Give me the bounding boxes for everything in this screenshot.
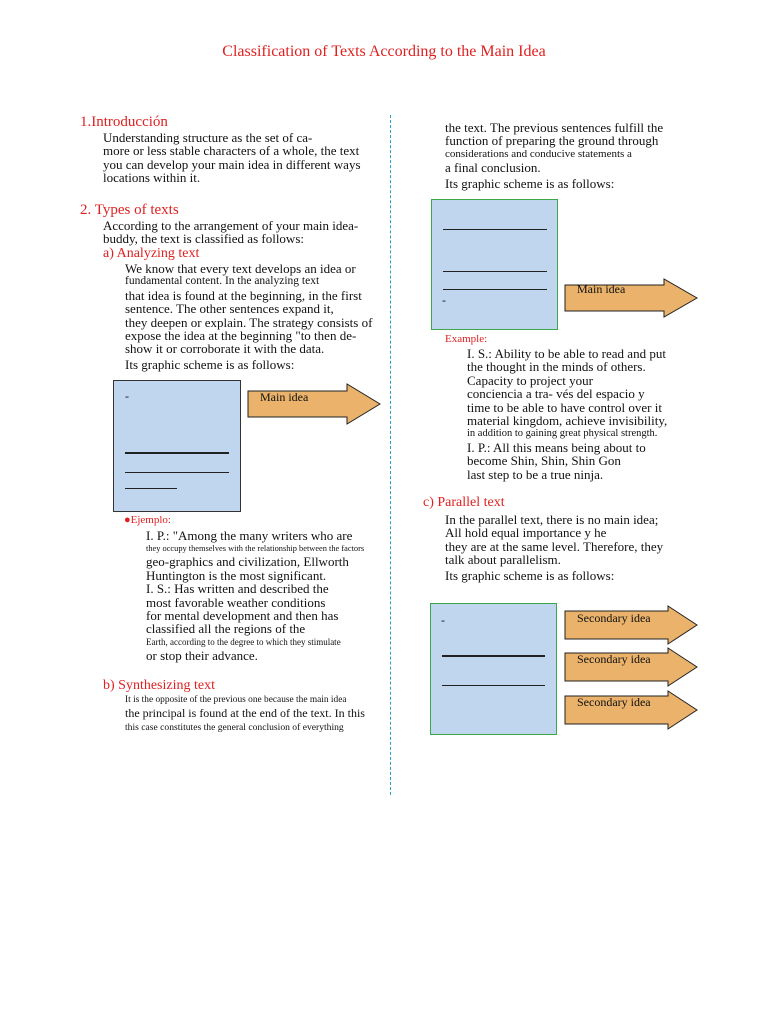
box-line	[443, 229, 547, 230]
synthesizing-scheme-caption: Its graphic scheme is as follows:	[445, 176, 615, 191]
text-line: the thought in the minds of others.	[467, 359, 646, 375]
parallel-heading: c) Parallel text	[423, 495, 505, 510]
synthesizing-example	[467, 347, 707, 481]
synthesizing-scheme-box	[431, 199, 558, 330]
section1-paragraph	[103, 131, 391, 185]
box-dash: -	[441, 613, 445, 627]
text-line: the text. The previous sentences fulfill the	[445, 120, 664, 135]
text-line: function of preparing the ground through	[445, 133, 659, 149]
text-line: talk about parallelism.	[445, 552, 561, 568]
secondary-idea-arrow	[564, 690, 698, 730]
analyzing-heading: a) Analyzing text	[103, 246, 200, 261]
parallel-paragraph	[445, 513, 700, 567]
text-line: most favorable weather conditions	[146, 594, 326, 610]
synthesizing-continued	[445, 121, 700, 175]
text-line: become Shin, Shin, Shin Gon	[467, 453, 621, 469]
analyzing-scheme-caption: Its graphic scheme is as follows:	[125, 357, 295, 372]
text-line: According to the arrangement of your main idea-	[103, 218, 359, 233]
arrow-label: Secondary idea	[577, 611, 651, 625]
text-line: In the parallel text, there is no main idea;	[445, 512, 659, 527]
text-line: Understanding structure as the set of ca-	[103, 130, 313, 145]
text-line: last step to be a true ninja.	[467, 466, 604, 482]
text-line: Capacity to project your	[467, 372, 593, 388]
box-line	[443, 271, 547, 272]
text-line: they deepen or explain. The strategy consists of	[125, 314, 373, 330]
text-line: We know that every text develops an idea or	[125, 261, 356, 276]
text-line: in addition to gaining great physical strength.	[467, 428, 658, 440]
box-line	[442, 655, 545, 657]
column-divider	[390, 115, 391, 795]
text-line: geo-graphics and civilization, Ellworth	[146, 554, 349, 570]
text-line: I. S.: Has written and described the	[146, 581, 329, 597]
section2-heading: 2. Types of texts	[80, 202, 179, 218]
synthesizing-paragraph	[125, 694, 395, 734]
parallel-scheme-caption: Its graphic scheme is as follows:	[445, 568, 615, 583]
text-line: I. P.: "Among the many writers who are	[146, 528, 353, 543]
text-line: All hold equal importance y he	[445, 525, 607, 541]
box-dash: -	[442, 293, 446, 307]
page-title: Classification of Texts According to the Main Idea	[222, 43, 546, 60]
box-line	[442, 685, 545, 686]
section2-paragraph	[103, 219, 388, 246]
box-line	[125, 452, 229, 454]
arrow-label: Main idea	[577, 282, 626, 296]
synthesizing-heading: b) Synthesizing text	[103, 678, 215, 693]
text-line: classified all the regions of the	[146, 621, 306, 637]
arrow-label: Secondary idea	[577, 695, 651, 709]
secondary-idea-arrow	[564, 647, 698, 687]
text-line: buddy, the text is classified as follows:	[103, 231, 304, 247]
box-dash: -	[125, 389, 129, 403]
text-line: Huntington is the most significant.	[146, 567, 327, 583]
text-line: sentence. The other sentences expand it,	[125, 301, 334, 317]
text-line: they are at the same level. Therefore, they	[445, 538, 664, 554]
text-line: that idea is found at the beginning, in the first	[125, 287, 362, 303]
text-line: I. S.: Ability to be able to read and put	[467, 346, 666, 361]
text-line: It is the opposite of the previous one because the main idea	[125, 695, 347, 705]
text-line: or stop their advance.	[146, 647, 258, 663]
text-line: locations within it.	[103, 170, 201, 186]
text-line: they occupy themselves with the relationship between the factors	[146, 544, 365, 554]
text-line: material kingdom, achieve invisibility,	[467, 413, 668, 429]
analyzing-scheme-box	[113, 380, 241, 512]
text-line: you can develop your main idea in different ways	[103, 156, 361, 172]
text-line: more or less stable characters of a whole, the text	[103, 143, 360, 159]
text-line: I. P.: All this means being about to	[467, 439, 646, 455]
box-line	[125, 472, 229, 473]
main-idea-arrow	[564, 278, 698, 318]
analyzing-paragraph	[125, 262, 375, 356]
arrow-label: Secondary idea	[577, 652, 651, 666]
text-line: a final conclusion.	[445, 160, 541, 176]
section1-heading: 1.Introducción	[80, 114, 168, 130]
text-line: considerations and conducive statements a	[445, 147, 632, 160]
text-line: expose the idea at the beginning "to then de-	[125, 328, 357, 344]
main-idea-arrow	[247, 383, 381, 425]
example-label: ●Ejemplo:	[124, 514, 171, 526]
text-line: for mental development and then has	[146, 608, 339, 624]
box-line	[443, 289, 547, 290]
text-line: this case constitutes the general conclusion of everything	[125, 721, 344, 733]
arrow-label: Main idea	[260, 390, 309, 404]
box-line	[125, 488, 177, 489]
text-line: time to be able to have control over it	[467, 399, 662, 415]
text-line: the principal is found at the end of the text. In this	[125, 706, 365, 721]
text-line: show it or corroborate it with the data.	[125, 341, 325, 357]
example-label: Example:	[445, 333, 488, 345]
text-line: conciencia a tra- vés del espacio y	[467, 386, 645, 402]
secondary-idea-arrow	[564, 605, 698, 645]
parallel-scheme-box	[430, 603, 557, 735]
analyzing-example	[146, 529, 394, 662]
text-line: fundamental content. In the analyzing text	[125, 275, 320, 288]
text-line: Earth, according to the degree to which they stimulate	[146, 636, 341, 647]
